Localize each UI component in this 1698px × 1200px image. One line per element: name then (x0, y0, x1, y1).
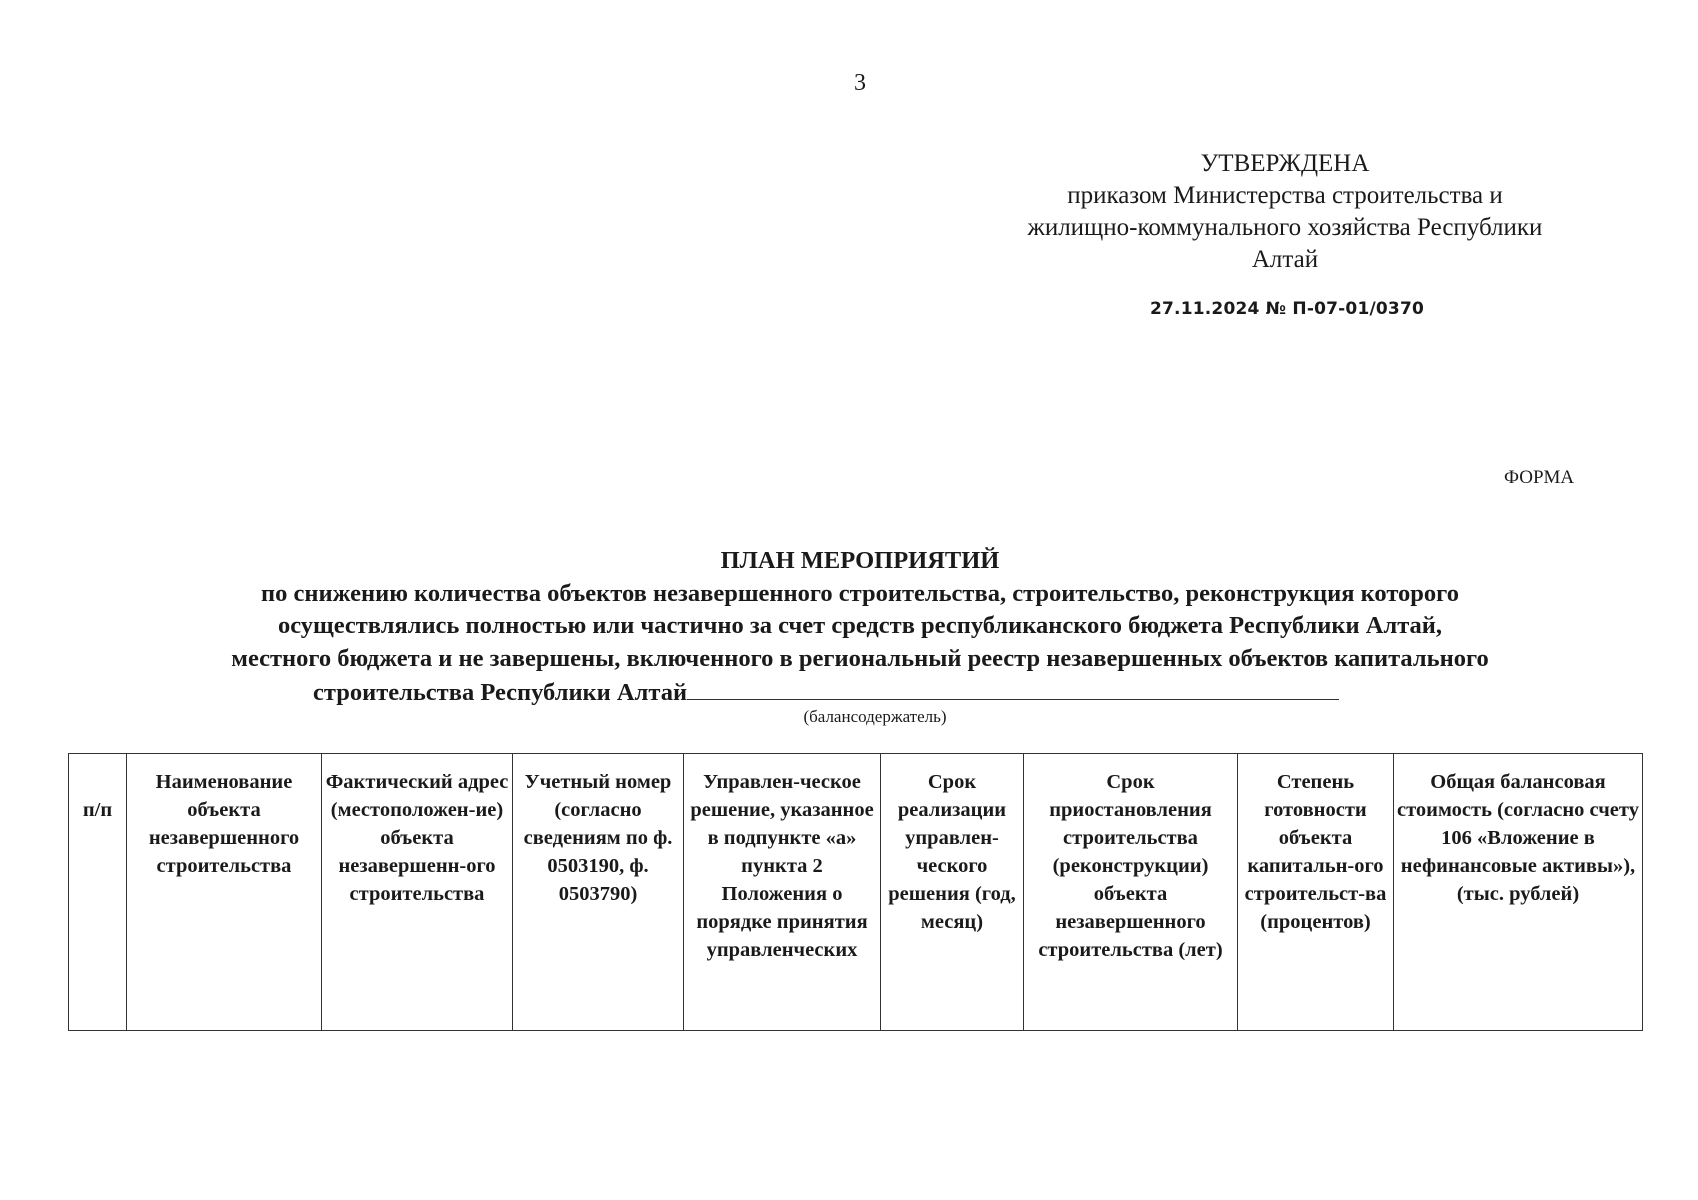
column-header: п/п (69, 754, 127, 1031)
plan-table (68, 753, 1643, 1031)
column-header: Фактический адрес (местоположен-ие) объекта незавершенн-ого строительства (322, 754, 513, 1031)
page-number: 3 (854, 70, 866, 96)
column-header: Наименование объекта незавершенного строительства (127, 754, 322, 1031)
approval-heading: УТВЕРЖДЕНА (1200, 150, 1370, 177)
approval-line: приказом Министерства строительства и (1067, 182, 1503, 209)
title-last-line (60, 675, 1660, 710)
approval-line: жилищно-коммунального хозяйства Республики (1027, 214, 1543, 241)
order-number: 27.11.2024 № П-07-01/0370 (1150, 299, 1425, 319)
balance-holder-blank (687, 675, 1339, 700)
column-header: Срок реализации управлен-ческого решения (год, месяц) (881, 754, 1024, 1031)
column-header: Степень готовности объекта капитальн-ого строительст-ва (процентов) (1238, 754, 1394, 1031)
title-line: по снижению количества объектов незавершенного строительства, строительство, реконструкция которого (261, 579, 1459, 607)
title-heading: ПЛАН МЕРОПРИЯТИЙ (720, 547, 1000, 574)
title-line: осуществлялись полностью или частично за счет средств республиканского бюджета Республики Алтай, (277, 612, 1443, 639)
column-header: Управлен-ческое решение, указанное в подпункте «а» пункта 2 Положения о порядке принятия управленческих (684, 754, 881, 1031)
column-header: Срок приостановления строительства (реконструкции) объекта незавершенного строительства (лет) (1024, 754, 1238, 1031)
balance-holder-caption: (балансодержатель) (803, 707, 947, 726)
approval-line: Алтай (1251, 246, 1319, 273)
column-header: Общая балансовая стоимость (согласно счету 106 «Вложение в нефинансовые активы»), (тыс. рублей) (1394, 754, 1643, 1031)
document-title (60, 545, 1660, 710)
title-line: местного бюджета и не завершены, включенного в региональный реестр незавершенных объектов капитального (231, 644, 1489, 672)
table-header-row (69, 754, 1643, 1031)
title-line: строительства Республики Алтай (313, 679, 688, 706)
approval-stamp (970, 148, 1600, 276)
column-header: Учетный номер (согласно сведениям по ф. 0503190, ф. 0503790) (513, 754, 684, 1031)
form-label: ФОРМА (1504, 467, 1575, 488)
